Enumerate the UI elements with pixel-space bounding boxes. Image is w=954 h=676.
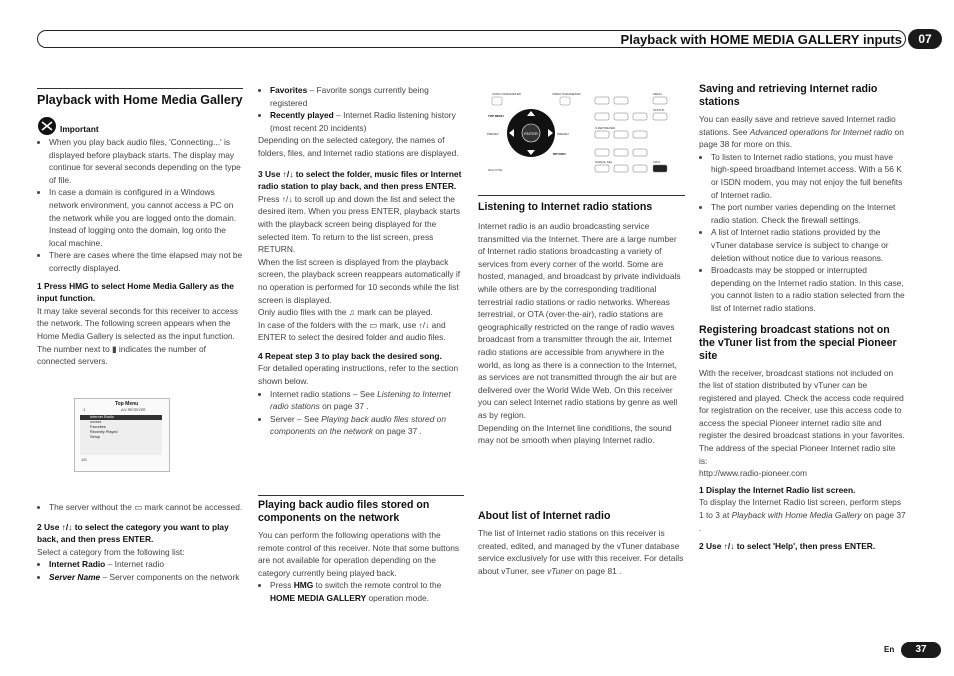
step-2-text: Select a category from the following list: — [37, 546, 185, 557]
subsection-text: Internet radio is an audio broadcasting service transmitted via the Internet. There are a large number of Internet radio stations broadcasting a variety of services from every corner of the world. Some are hosted, managed, and broadcast by private individuals while others are by the corresponding traditional terrestrial radio stations or radio networks. Whereas terrestrial, or OTA (over-the-air), radio stations are geographically restricted on the range of radio waves broadcast from a transmitter through the air, Internet radio stations are accessible from anywhere in the world, as long as there is a connection to the Internet, as services are not transmitted through the air but are delivered over the World Wide Web. On this receiver you can select Internet radio stations by genre as well as by region. — [478, 221, 681, 420]
step-2-heading: 2 Use ↑/↓ to select the category you want to play back, and then press ENTER. — [37, 521, 229, 545]
step-4-text: For detailed operating instructions, refer to the section shown below. — [258, 363, 459, 387]
language-label: En — [884, 645, 895, 654]
subsection-title: Saving and retrieving Internet radio stations — [699, 83, 878, 108]
subsection-text: You can perform the following operations with the remote control of this receiver. Note that some buttons are not available for operation depending on the category currently being played back. — [258, 530, 460, 578]
remote-label: PRESET — [487, 132, 500, 136]
remote-control-diagram — [487, 91, 671, 173]
remote-label: TOP MENU — [488, 114, 504, 118]
chapter-badge: 07 — [908, 29, 942, 49]
subsection-text: Depending on the Internet line conditions, the sound may not be smooth when playing Internet radio. — [478, 422, 672, 446]
category-note: Depending on the selected category, the names of folders, files, and Internet radio stations are displayed. — [258, 135, 459, 158]
subsection-title: Playing back audio files stored on components on the network — [258, 499, 430, 524]
section-rule — [258, 495, 464, 496]
screen-menu-item: Recently Played — [90, 430, 118, 434]
reference-item: • Server – See Playing back audio files stored on components on the network on page 37 . — [270, 413, 465, 438]
category-item: • Recently played – Internet Radio listening history (most recent 20 incidents) — [270, 109, 465, 134]
column-4 — [699, 83, 906, 553]
remote-label: SIGNAL SEL — [595, 160, 613, 164]
subsection-text: With the receiver, broadcast stations not included on the list of station distributed by vTuner can be registered and played. Check the access code required for registration on the receiver, use this access code to access the special Pioneer internet radio site and register the desired broadcast stations in your favorites. The address of the special Pioneer Internet radio site is: — [699, 367, 905, 466]
remote-label: INFO — [653, 160, 661, 164]
remote-label: MENU — [653, 92, 662, 96]
step-1-heading: 1 Display the Internet Radio list screen. — [699, 484, 856, 495]
remote-button — [492, 97, 502, 105]
important-icon — [37, 116, 57, 136]
screen-title: Top Menu — [115, 401, 139, 407]
category-item: • Internet Radio – Internet radio — [49, 558, 244, 571]
important-heading: Important — [60, 124, 99, 135]
note-bullet: • A list of Internet radio stations provided by the vTuner database service is subject to change or deletion without notice due to various reasons. — [711, 226, 906, 264]
folder-icon: ▭ — [134, 502, 143, 512]
remote-label: AUDIO PARAMETER — [492, 92, 521, 96]
important-block — [37, 116, 244, 136]
pioneer-url: http://www.radio-pioneer.com — [699, 468, 807, 479]
server-icon: ▮ — [111, 343, 117, 354]
note-bullet: • Broadcasts may be stopped or interrupted depending on the Internet radio station. In this case, you cannot listen to a radio station selected from the list of Internet radio stations. — [711, 264, 906, 314]
step-1-text: It may take several seconds for this receiver to access the network. The following screen appears when the Home Media Gallery is selected as the input function. The number next to ▮ indicates the number of connected servers. — [37, 305, 239, 367]
step-1-heading: 1 Press HMG to select Home Media Gallery as the input function. — [37, 280, 234, 304]
column-2 — [258, 84, 465, 438]
step-2-heading: 2 Use ↑/↓ to select 'Help', then press ENTER. — [699, 541, 876, 552]
step-4-heading: 4 Repeat step 3 to play back the desired song. — [258, 350, 442, 361]
remote-label: STATUS — [653, 108, 665, 112]
step-1-text: To display the Internet Radio list screen, perform steps 1 to 3 at Playback with Home Media Gallery on page 37 . — [699, 497, 906, 533]
top-menu-screen — [74, 398, 170, 472]
subsection-text: You can easily save and retrieve saved Internet radio stations. See Advanced operations for Internet radio on page 38 for more on this. — [699, 114, 904, 150]
subsection-title: Registering broadcast stations not on the vTuner list from the special Pioneer site — [699, 323, 897, 362]
remote-button — [560, 97, 570, 105]
subsection-text: The list of Internet radio stations on this receiver is created, edited, and managed by the vTuner database service exclusively for use with this receiver. For details about vTuner, see vTuner on page 81 . — [478, 528, 684, 576]
column-2-lower — [258, 499, 465, 605]
important-bullet: • When you play back audio files, 'Connecting...' is displayed before playback starts. The display may continue for several seconds depending on the type of file. — [49, 136, 244, 186]
step-3-heading: 3 Use ↑/↓ to select the folder, music files or Internet radio station to play back, and then press ENTER. — [258, 168, 462, 192]
remote-label: iPod CTRL — [488, 168, 503, 172]
server-count: 1 — [83, 407, 86, 412]
remote-label: VIDEO PARAMETER — [552, 92, 581, 96]
section-title: Playback with Home Media Gallery — [37, 93, 243, 107]
step-3-text: In case of the folders with the ▭ mark, use ↑/↓ and ENTER to select the desired folder and audio files. — [258, 319, 446, 343]
category-item: • Server Name – Server components on the network — [49, 571, 244, 584]
note-bullet: • The port number varies depending on the Internet radio station. Check the firewall settings. — [711, 201, 906, 226]
screen-menu-item: Internet Radio — [80, 415, 162, 420]
subsection-title: Listening to Internet radio stations — [478, 201, 653, 213]
remote-label: S.RETRIEVER — [595, 126, 616, 130]
page-header-title: Playback with HOME MEDIA GALLERY inputs — [620, 32, 902, 47]
column-3 — [478, 201, 685, 447]
section-rule — [478, 195, 685, 196]
remote-cross-pad — [507, 109, 555, 157]
screen-menu-list — [80, 415, 162, 455]
remote-label: ENTER — [524, 131, 538, 136]
step-3-text: Only audio files with the ♫ mark can be played. — [258, 307, 433, 318]
screen-menu-item: Favorites — [90, 425, 106, 429]
screen-subtitle: A/V RECEIVER — [121, 408, 146, 412]
page-number: 37 — [901, 642, 941, 658]
section-rule — [37, 88, 243, 89]
step-3-text: Press ↑/↓ to scroll up and down the list and select the desired item. When you press ENTER, playback starts with the playback screen being displayed for the selected item. To return to the list screen, press RETURN. — [258, 193, 461, 255]
important-bullet: • In case a domain is configured in a Windows network environment, you cannot access a PC on the network while you are logged onto the domain. Instead of logging onto the domain, log onto the local machine. — [49, 186, 244, 249]
note-bullet: • To listen to Internet radio stations, you must have high-speed broadband Internet access. With a 56 K or ISDN modem, you may not enjoy the full benefits of Internet radio. — [711, 151, 906, 201]
subsection-title: About list of Internet radio — [478, 510, 611, 522]
hmg-note: • Press HMG to switch the remote control to the HOME MEDIA GALLERY operation mode. — [270, 579, 465, 604]
server-note: • The server without the ▭ mark cannot be accessed. — [49, 501, 244, 514]
screen-menu-item: xxxxxx — [90, 420, 102, 424]
remote-label: PRESET — [557, 132, 570, 136]
column-1 — [37, 93, 244, 368]
category-item: • Favorites – Favorite songs currently being registered — [270, 84, 465, 109]
remote-label: RETURN — [553, 152, 566, 156]
column-3-lower — [478, 510, 685, 577]
screen-menu-item: Setup — [90, 435, 100, 439]
screen-pager: 1/5 — [81, 457, 87, 462]
column-1-lower — [37, 501, 244, 584]
reference-item: • Internet radio stations – See Listening to Internet radio stations on page 37 . — [270, 388, 465, 413]
important-bullet: • There are cases where the time elapsed may not be correctly displayed. — [49, 249, 244, 274]
step-3-text: When the list screen is displayed from the playback screen, the playback screen reappears automatically if no operation is performed for 10 seconds while the list screen is displayed. — [258, 256, 461, 305]
